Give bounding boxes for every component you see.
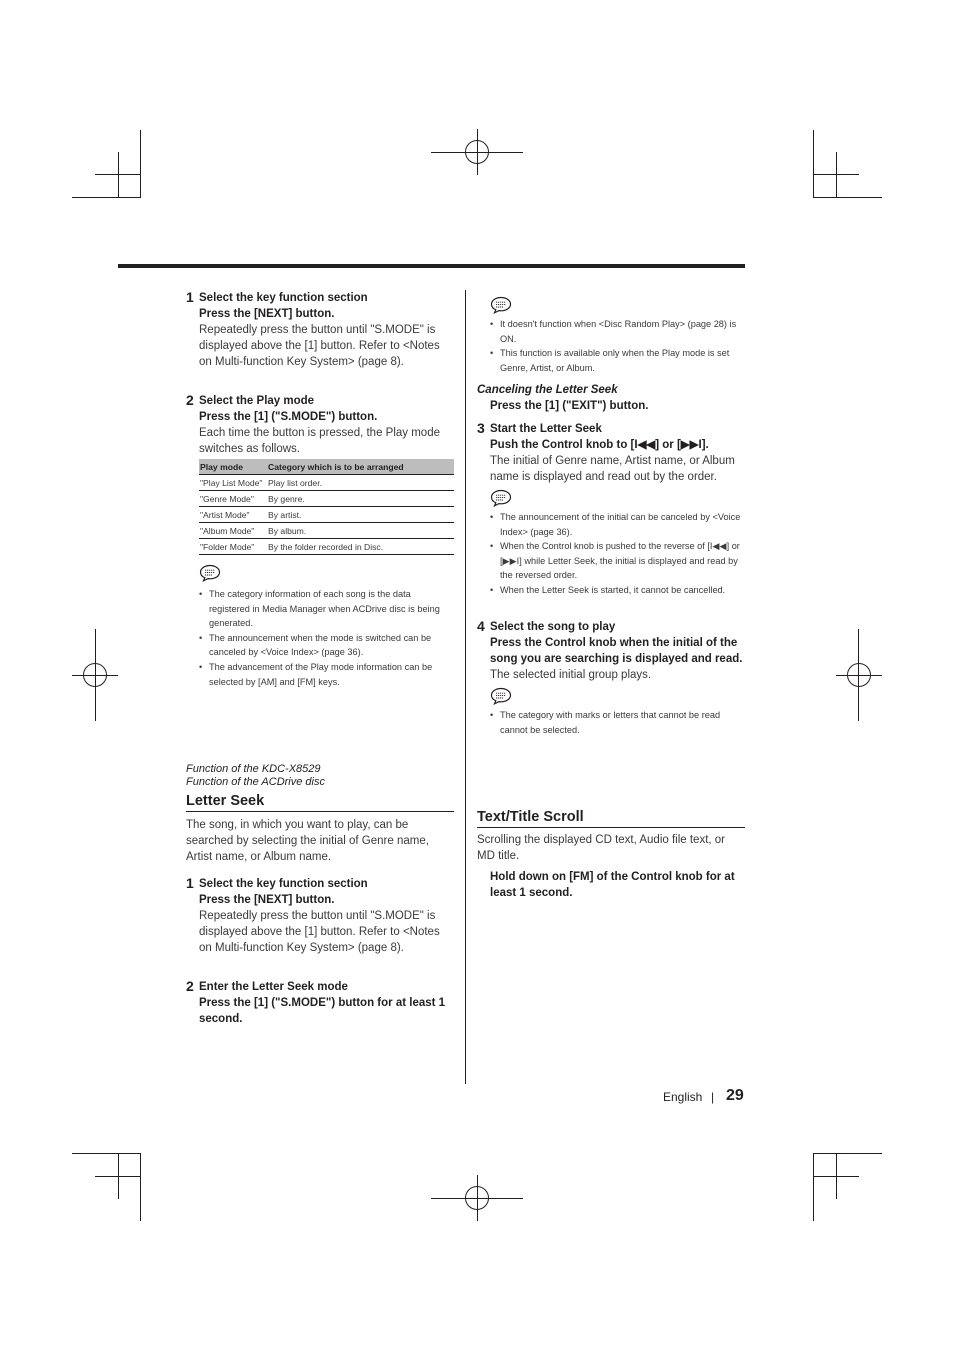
section-intro: Scrolling the displayed CD text, Audio file text, or MD title. [477,834,726,862]
notes-list [490,708,746,737]
cancel-title: Canceling the Letter Seek [477,384,618,396]
note-item: • The advancement of the Play mode information can be selected by [AM] and [FM] keys. [199,660,449,689]
note-item: • The announcement of the initial can be canceled by <Voice Index> (page 36). [490,510,746,539]
table-cell: "Folder Mode" [199,539,267,555]
page-number: 29 [726,1087,744,1104]
note-item: • This function is available only when the Play mode is set Genre, Artist, or Album. [490,346,744,375]
step-body: The selected initial group plays. [490,669,652,681]
step-body: The initial of Genre name, Artist name, or Album name is displayed and read out by the order. [490,455,735,483]
note-icon [199,564,221,582]
step-body: Repeatedly press the button until "S.MODE" is displayed above the [1] button. Refer to <Notes on Multi-function Key System> (page 8). [199,324,440,368]
section-title-letter-seek: Letter Seek [186,793,265,809]
step-body: Repeatedly press the button until "S.MODE" is displayed above the [1] button. Refer to <Notes on Multi-function Key System> (page 8). [199,910,440,954]
section-rule [477,827,745,828]
table-row [199,507,454,523]
table-cell: By the folder recorded in Disc. [267,539,454,555]
step-action: Push the Control knob to [I◀◀] or [▶▶I]. [490,439,709,451]
table-header-row [199,459,454,475]
note-item: • It doesn't function when <Disc Random Play> (page 28) is ON. [490,317,744,346]
section-title-text-scroll: Text/Title Scroll [477,809,584,825]
step-heading: Select the key function section [199,292,368,304]
step-heading: Enter the Letter Seek mode [199,981,348,993]
notes-list [199,587,449,689]
footer-language: English [663,1090,703,1104]
table-row [199,491,454,507]
table-cell: "Artist Mode" [199,507,267,523]
function-of-disc: Function of the ACDrive disc [186,776,325,788]
table-row [199,475,454,491]
section-intro: The song, in which you want to play, can be searched by selecting the initial of Genre name, Artist name, or Album name. [186,819,429,863]
step-action: Press the [NEXT] button. [199,308,335,320]
table-cell: "Genre Mode" [199,491,267,507]
step-heading: Start the Letter Seek [490,423,602,435]
column-divider [465,290,466,1084]
notes-list [490,510,746,598]
step-action: Press the Control knob when the initial of the song you are searching is displayed and read. [490,637,743,665]
section-action: Hold down on [FM] of the Control knob for at least 1 second. [490,871,735,899]
step-number: 1 [186,875,194,891]
step-body: Each time the button is pressed, the Play mode switches as follows. [199,427,440,455]
note-icon [490,296,512,314]
table-header-cell: Play mode [199,459,267,475]
function-of-model: Function of the KDC-X8529 [186,763,321,775]
note-item: • The announcement when the mode is switched can be canceled by <Voice Index> (page 36). [199,631,449,660]
table-header-cell: Category which is to be arranged [267,459,454,475]
note-icon [490,489,512,507]
table-cell: By album. [267,523,454,539]
table-row [199,539,454,555]
note-item: • When the Control knob is pushed to the reverse of [I◀◀] or [▶▶I] while Letter Seek, the initial is displayed and read by the reversed order. [490,539,746,583]
footer-separator: | [711,1090,715,1104]
step-action: Press the [1] ("S.MODE") button for at least 1 second. [199,997,446,1025]
table-cell: By artist. [267,507,454,523]
section-rule [186,811,454,812]
table-cell: "Album Mode" [199,523,267,539]
note-item: • The category information of each song is the data registered in Media Manager when ACDrive disc is being generated. [199,587,449,631]
note-item: • The category with marks or letters that cannot be read cannot be selected. [490,708,746,737]
notes-list [490,317,744,375]
step-heading: Select the song to play [490,621,616,633]
step-number: 2 [186,392,194,408]
step-number: 1 [186,289,194,305]
step-action: Press the [1] ("S.MODE") button. [199,411,378,423]
step-heading: Select the Play mode [199,395,315,407]
step-heading: Select the key function section [199,878,368,890]
note-icon [490,687,512,705]
cancel-action: Press the [1] ("EXIT") button. [490,400,649,412]
step-action: Press the [NEXT] button. [199,894,335,906]
step-number: 4 [477,618,485,634]
table-cell: "Play List Mode" [199,475,267,491]
play-mode-table [199,459,454,555]
note-item: • When the Letter Seek is started, it cannot be cancelled. [490,583,746,598]
table-row [199,523,454,539]
function-of-label [186,763,446,789]
table-cell: Play list order. [267,475,454,491]
step-number: 3 [477,420,485,436]
header-bar [118,264,745,268]
table-cell: By genre. [267,491,454,507]
step-number: 2 [186,978,194,994]
